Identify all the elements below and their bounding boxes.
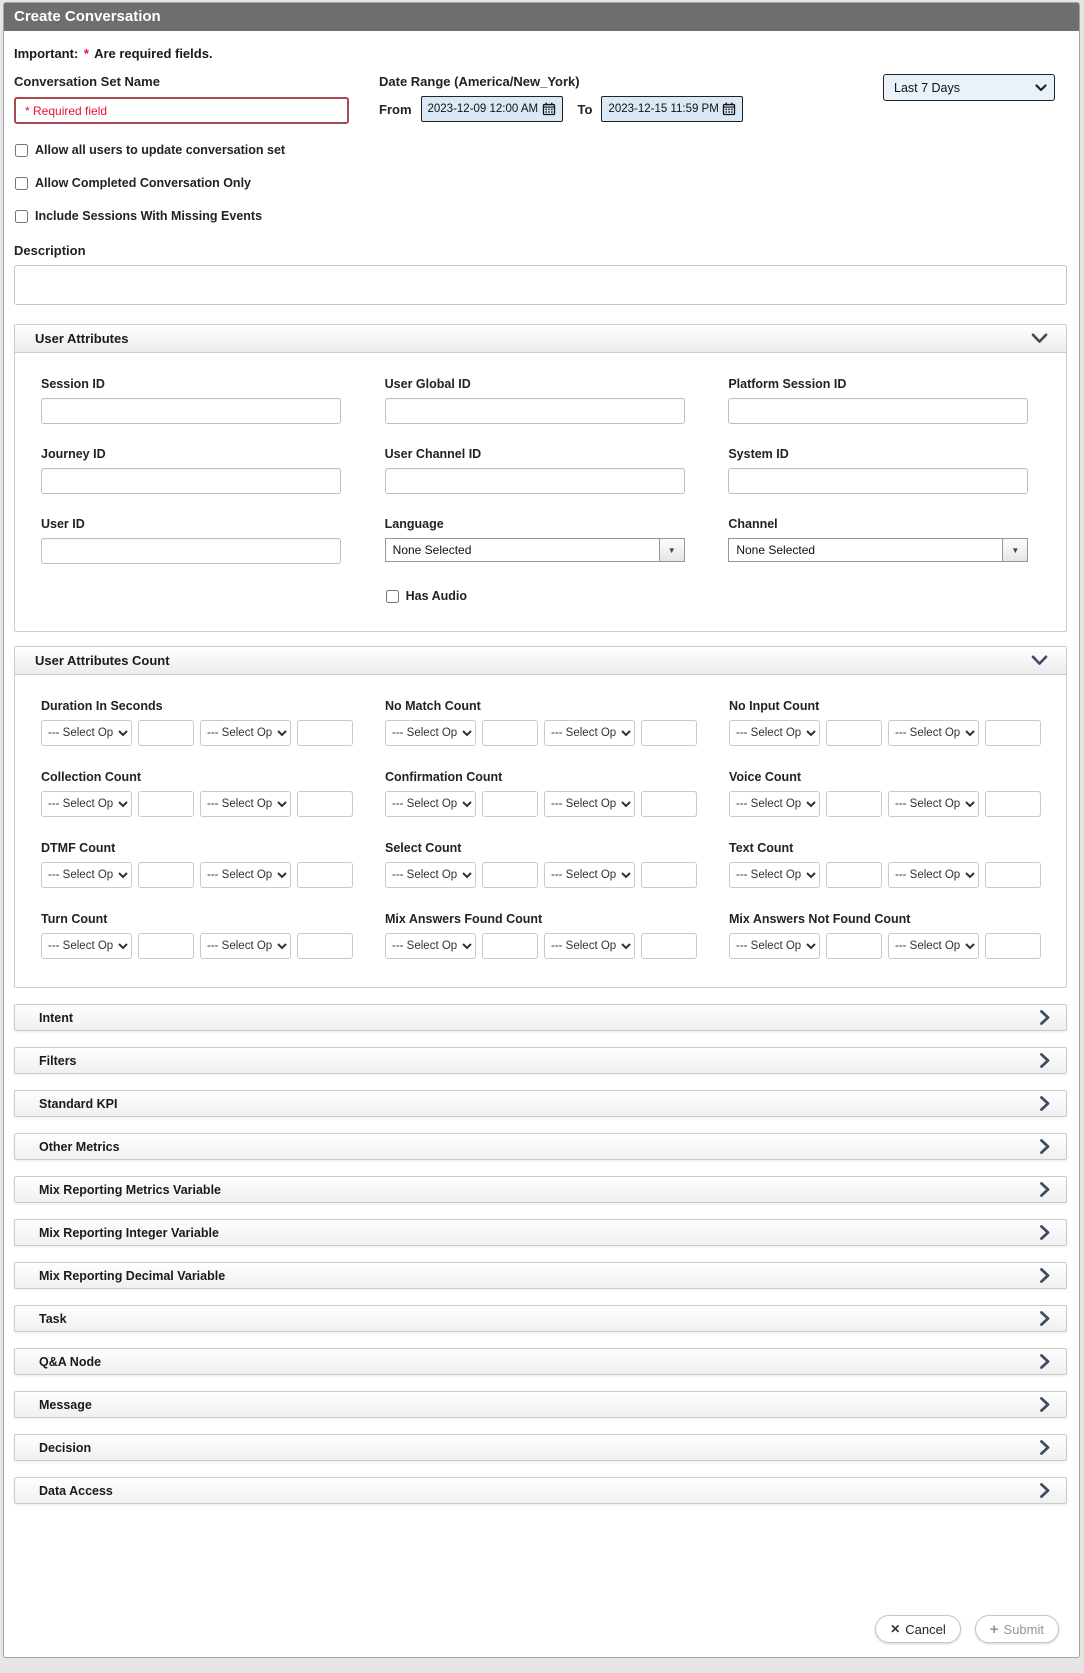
operator-value-1[interactable] [138, 862, 194, 888]
operator-select-1[interactable] [729, 720, 820, 746]
dialog-title-text: Create Conversation [14, 8, 161, 25]
count-field-label: Collection Count [41, 770, 141, 784]
section-user-attributes-count [14, 646, 1067, 988]
submit-button[interactable] [975, 1615, 1059, 1643]
dialog-title [4, 3, 1079, 31]
count-field-duration-in-seconds [41, 699, 353, 746]
collapsed-sections-list [14, 1004, 1067, 1504]
section-q-a-node[interactable] [14, 1348, 1067, 1375]
checkbox-label: Has Audio [405, 589, 468, 603]
count-field-mix-answers-found-count [385, 912, 697, 959]
count-field-label: No Input Count [729, 699, 820, 713]
multiselect-value: None Selected [736, 543, 816, 557]
section-mix-reporting-integer-variable[interactable] [14, 1219, 1067, 1246]
calendar-icon[interactable] [542, 102, 556, 116]
text-input[interactable] [41, 538, 341, 564]
operator-value-2[interactable] [985, 862, 1041, 888]
operator-value-2[interactable] [985, 933, 1041, 959]
operator-select-2[interactable] [200, 933, 291, 959]
dropdown-button[interactable] [659, 539, 684, 561]
section-title: Data Access [39, 1483, 113, 1498]
section-task[interactable] [14, 1305, 1067, 1332]
section-data-access[interactable] [14, 1477, 1067, 1504]
count-field-label: Turn Count [41, 912, 108, 926]
operator-value-1[interactable] [138, 933, 194, 959]
text-input[interactable] [728, 468, 1028, 494]
count-field-label: Mix Answers Found Count [385, 912, 543, 926]
operator-select-2[interactable] [544, 720, 635, 746]
chevron-right-icon [1040, 1053, 1050, 1068]
operator-value-2[interactable] [641, 862, 697, 888]
count-field-select-count [385, 841, 697, 888]
section-filters[interactable] [14, 1047, 1067, 1074]
from-date-value: 2023-12-09 12:00 AM [427, 103, 539, 115]
operator-value-1[interactable] [138, 791, 194, 817]
chevron-down-icon: ▼ [1011, 545, 1020, 555]
chevron-right-icon [1040, 1397, 1050, 1412]
operator-select-1[interactable] [385, 862, 476, 888]
operator-select-1[interactable] [385, 933, 476, 959]
operator-select-2[interactable] [544, 862, 635, 888]
dropdown-button[interactable] [1002, 539, 1027, 561]
multiselect-value: None Selected [392, 543, 472, 557]
operator-value-1[interactable] [138, 720, 194, 746]
plus-icon: + [989, 1620, 999, 1638]
required-asterisk: * [83, 46, 89, 61]
description-field [14, 243, 1067, 310]
date-preset-wrap [883, 74, 1055, 101]
field-user-channel-id [385, 447, 697, 494]
operator-select-1[interactable] [729, 862, 820, 888]
count-field-dtmf-count [41, 841, 353, 888]
description-input[interactable] [14, 265, 1067, 305]
checkbox-allow-all-users-to-update-conversation-set[interactable] [14, 143, 285, 157]
count-field-text-count [729, 841, 1041, 888]
field-label: Platform Session ID [728, 377, 847, 391]
field-label: Language [384, 517, 444, 531]
text-input[interactable] [385, 468, 685, 494]
count-field-label: Voice Count [729, 770, 801, 784]
operator-select-1[interactable] [41, 933, 132, 959]
count-field-mix-answers-not-found-count [729, 912, 1041, 959]
section-mix-reporting-metrics-variable[interactable] [14, 1176, 1067, 1203]
count-field-no-input-count [729, 699, 1041, 746]
section-title: Intent [39, 1010, 74, 1025]
count-field-collection-count [41, 770, 353, 817]
checkbox-label: Allow Completed Conversation Only [35, 176, 251, 190]
checkbox-label: Allow all users to update conversation set [35, 143, 286, 157]
count-field-label: Select Count [385, 841, 462, 855]
operator-value-1[interactable] [482, 862, 538, 888]
section-title: Filters [39, 1053, 77, 1068]
conversation-set-name-label: Conversation Set Name [14, 74, 160, 89]
text-input[interactable] [41, 468, 341, 494]
section-other-metrics[interactable] [14, 1133, 1067, 1160]
chevron-right-icon [1040, 1139, 1050, 1154]
operator-select-2[interactable] [200, 791, 291, 817]
section-header-user-attributes[interactable] [15, 325, 1066, 353]
operator-value-1[interactable] [826, 933, 882, 959]
operator-value-1[interactable] [482, 791, 538, 817]
top-row [14, 74, 1067, 124]
field-label: Journey ID [41, 447, 106, 461]
operator-select-1[interactable] [41, 720, 132, 746]
to-date-value: 2023-12-15 11:59 PM [608, 103, 719, 115]
count-field-label: DTMF Count [41, 841, 116, 855]
operator-select-2[interactable] [544, 791, 635, 817]
chevron-right-icon [1040, 1096, 1050, 1111]
section-title: Message [39, 1397, 92, 1412]
field-channel [728, 517, 1040, 564]
count-field-label: Duration In Seconds [41, 699, 163, 713]
field-label: User Global ID [384, 377, 471, 391]
operator-value-2[interactable] [641, 720, 697, 746]
field-session-id [41, 377, 353, 424]
operator-value-1[interactable] [826, 862, 882, 888]
operator-select-1[interactable] [385, 720, 476, 746]
date-range-group [379, 74, 743, 122]
conversation-set-name-field [14, 74, 349, 124]
checkbox[interactable] [15, 177, 28, 190]
operator-value-2[interactable] [641, 933, 697, 959]
count-field-label: Mix Answers Not Found Count [729, 912, 911, 926]
to-label: To [577, 101, 593, 117]
cancel-button[interactable] [875, 1615, 961, 1643]
count-field-voice-count [729, 770, 1041, 817]
operator-value-2[interactable] [297, 933, 353, 959]
section-header-user-attributes-count[interactable] [15, 647, 1066, 675]
close-icon: ✕ [890, 1622, 901, 1636]
field-label: Channel [728, 517, 778, 531]
section-intent[interactable] [14, 1004, 1067, 1031]
section-title: User Attributes [35, 331, 129, 346]
cancel-button-label: Cancel [905, 1621, 946, 1637]
operator-select-2[interactable] [200, 862, 291, 888]
text-input[interactable] [41, 398, 341, 424]
from-date-input[interactable] [421, 96, 563, 122]
text-input[interactable] [385, 398, 685, 424]
section-mix-reporting-decimal-variable[interactable] [14, 1262, 1067, 1289]
text-input[interactable] [728, 398, 1028, 424]
checkbox[interactable] [15, 210, 28, 223]
checkbox-allow-completed-conversation-only[interactable] [14, 176, 251, 190]
section-title: User Attributes Count [35, 653, 170, 668]
chevron-right-icon [1040, 1483, 1050, 1498]
multiselect[interactable] [385, 538, 685, 562]
chevron-right-icon [1040, 1311, 1050, 1326]
section-title: Decision [39, 1440, 92, 1455]
operator-select-1[interactable] [41, 791, 132, 817]
to-date-input[interactable] [601, 96, 743, 122]
operator-select-2[interactable] [888, 933, 979, 959]
section-standard-kpi[interactable] [14, 1090, 1067, 1117]
operator-select-2[interactable] [888, 791, 979, 817]
operator-value-1[interactable] [826, 720, 882, 746]
checkbox-label: Include Sessions With Missing Events [35, 209, 263, 223]
operator-value-2[interactable] [297, 791, 353, 817]
count-field-label: Confirmation Count [385, 770, 503, 784]
operator-select-2[interactable] [200, 720, 291, 746]
count-field-turn-count [41, 912, 353, 959]
submit-button-label: Submit [1003, 1621, 1044, 1637]
field-platform-session-id [728, 377, 1040, 424]
count-field-label: Text Count [729, 841, 794, 855]
section-decision[interactable] [14, 1434, 1067, 1461]
calendar-icon[interactable] [722, 102, 736, 116]
operator-select-2[interactable] [888, 862, 979, 888]
chevron-right-icon [1040, 1010, 1050, 1025]
count-field-no-match-count [385, 699, 697, 746]
operator-value-2[interactable] [297, 862, 353, 888]
field-label: User Channel ID [384, 447, 482, 461]
create-conversation-dialog [3, 2, 1080, 1658]
operator-value-1[interactable] [826, 791, 882, 817]
option-checkboxes [14, 143, 1067, 223]
multiselect[interactable] [728, 538, 1028, 562]
operator-value-2[interactable] [641, 791, 697, 817]
section-title: Mix Reporting Metrics Variable [39, 1182, 221, 1197]
checkbox[interactable] [15, 144, 28, 157]
section-title: Q&A Node [39, 1354, 102, 1369]
chevron-down-icon [1031, 655, 1048, 666]
operator-value-2[interactable] [985, 791, 1041, 817]
dialog-content [4, 31, 1079, 1504]
checkbox-has-audio[interactable] [385, 589, 467, 603]
operator-select-1[interactable] [41, 862, 132, 888]
field-has-audio [385, 589, 697, 603]
chevron-right-icon [1040, 1440, 1050, 1455]
chevron-down-icon [1031, 333, 1048, 344]
field-language [385, 517, 697, 564]
chevron-right-icon [1040, 1182, 1050, 1197]
count-field-label: No Match Count [385, 699, 481, 713]
date-preset-select[interactable] [883, 74, 1055, 101]
description-label: Description [14, 243, 86, 258]
section-title: Mix Reporting Integer Variable [39, 1225, 219, 1240]
operator-value-2[interactable] [297, 720, 353, 746]
field-label: Session ID [41, 377, 105, 391]
field-user-global-id [385, 377, 697, 424]
operator-value-1[interactable] [482, 720, 538, 746]
field-label: System ID [728, 447, 789, 461]
count-field-confirmation-count [385, 770, 697, 817]
operator-value-1[interactable] [482, 933, 538, 959]
chevron-down-icon: ▼ [667, 545, 676, 555]
field-user-id [41, 517, 353, 564]
dialog-actions [875, 1615, 1059, 1643]
operator-select-1[interactable] [729, 933, 820, 959]
chevron-right-icon [1040, 1354, 1050, 1369]
field-journey-id [41, 447, 353, 494]
chevron-right-icon [1040, 1225, 1050, 1240]
date-range-heading: Date Range (America/New_York) [379, 74, 580, 89]
field-system-id [728, 447, 1040, 494]
section-user-attributes [14, 324, 1067, 632]
operator-select-2[interactable] [888, 720, 979, 746]
field-label: User ID [41, 517, 85, 531]
checkbox[interactable] [386, 590, 399, 603]
checkbox-include-sessions-with-missing-events[interactable] [14, 209, 262, 223]
required-fields-notice: Important: * Are required fields. [14, 46, 213, 61]
section-title: Other Metrics [39, 1139, 120, 1154]
section-title: Standard KPI [39, 1096, 118, 1111]
from-label: From [379, 101, 412, 117]
operator-select-1[interactable] [729, 791, 820, 817]
section-title: Task [39, 1311, 67, 1326]
conversation-set-name-input[interactable] [14, 97, 349, 124]
section-title: Mix Reporting Decimal Variable [39, 1268, 226, 1283]
operator-select-2[interactable] [544, 933, 635, 959]
section-message[interactable] [14, 1391, 1067, 1418]
operator-select-1[interactable] [385, 791, 476, 817]
chevron-right-icon [1040, 1268, 1050, 1283]
operator-value-2[interactable] [985, 720, 1041, 746]
